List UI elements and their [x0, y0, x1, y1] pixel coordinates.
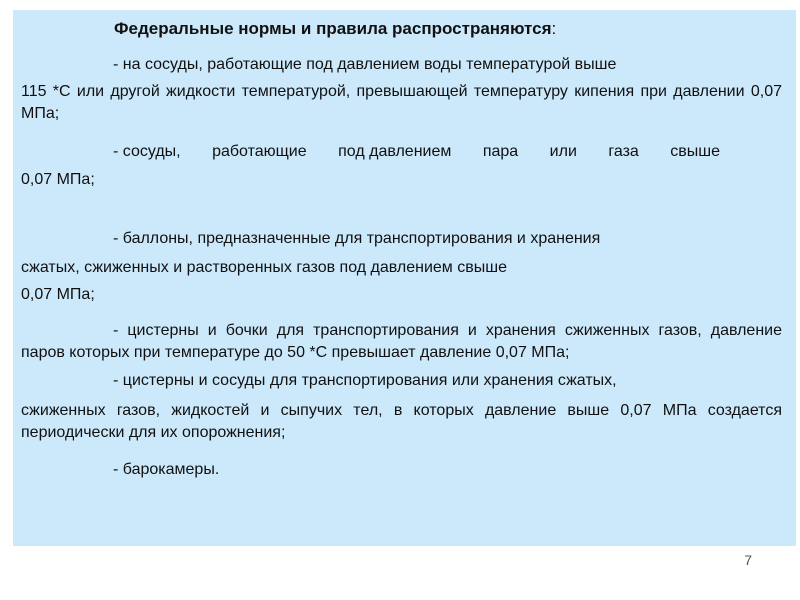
list-item-pressure-chambers: [21, 459, 782, 481]
list-item-cylinders: [21, 228, 782, 306]
list-item-vessels-steam-gas: [21, 141, 782, 191]
list-item-tanks-barrels: [21, 320, 782, 364]
page-number: 7: [744, 552, 752, 568]
word: работающие: [212, 143, 307, 160]
word: - сосуды,: [113, 143, 181, 160]
list-item-cylinders-third-line: 0,07 МПа;: [21, 286, 95, 303]
list-item-vessels-water: [21, 54, 782, 125]
slide-title-colon: :: [551, 19, 557, 38]
word: под давлением: [338, 143, 452, 160]
word: свыше: [670, 143, 720, 160]
list-item-tanks-barrels-text: - цистерны и бочки для транспортирования и хранения сжиженных газов, давление паров которых при температуре до 50 *С превышает давление 0,07 МПа;: [21, 322, 782, 361]
list-item-vessels-water-rest: 115 *С или другой жидкости температурой, превышающей температуру кипения при давлении 0,07 МПа;: [21, 83, 782, 122]
list-item-tanks-vessels: [21, 370, 782, 444]
slide-title-text: Федеральные нормы и правила распространяются: [114, 19, 552, 38]
word: пара: [482, 143, 519, 160]
list-item-vessels-steam-gas-second-line: 0,07 МПа;: [21, 171, 95, 188]
word: газа: [608, 143, 639, 160]
slide-title: [114, 18, 782, 40]
content-panel: [13, 10, 796, 546]
list-item-cylinders-second-line: сжатых, сжиженных и растворенных газов под давлением свыше: [21, 259, 507, 276]
list-item-pressure-chambers-text: - барокамеры.: [113, 461, 220, 478]
list-item-cylinders-first-line: - баллоны, предназначенные для транспортирования и хранения: [113, 230, 601, 247]
list-item-vessels-steam-gas-first-line: [21, 141, 782, 163]
list-item-tanks-vessels-first-line: - цистерны и сосуды для транспортирования или хранения сжатых,: [113, 372, 617, 389]
list-item-vessels-water-first-line: - на сосуды, работающие под давлением воды температурой выше: [113, 56, 617, 73]
list-item-tanks-vessels-rest: сжиженных газов, жидкостей и сыпучих тел, в которых давление выше 0,07 МПа создается периодически для их опорожнения;: [21, 402, 782, 441]
word: или: [549, 143, 577, 160]
